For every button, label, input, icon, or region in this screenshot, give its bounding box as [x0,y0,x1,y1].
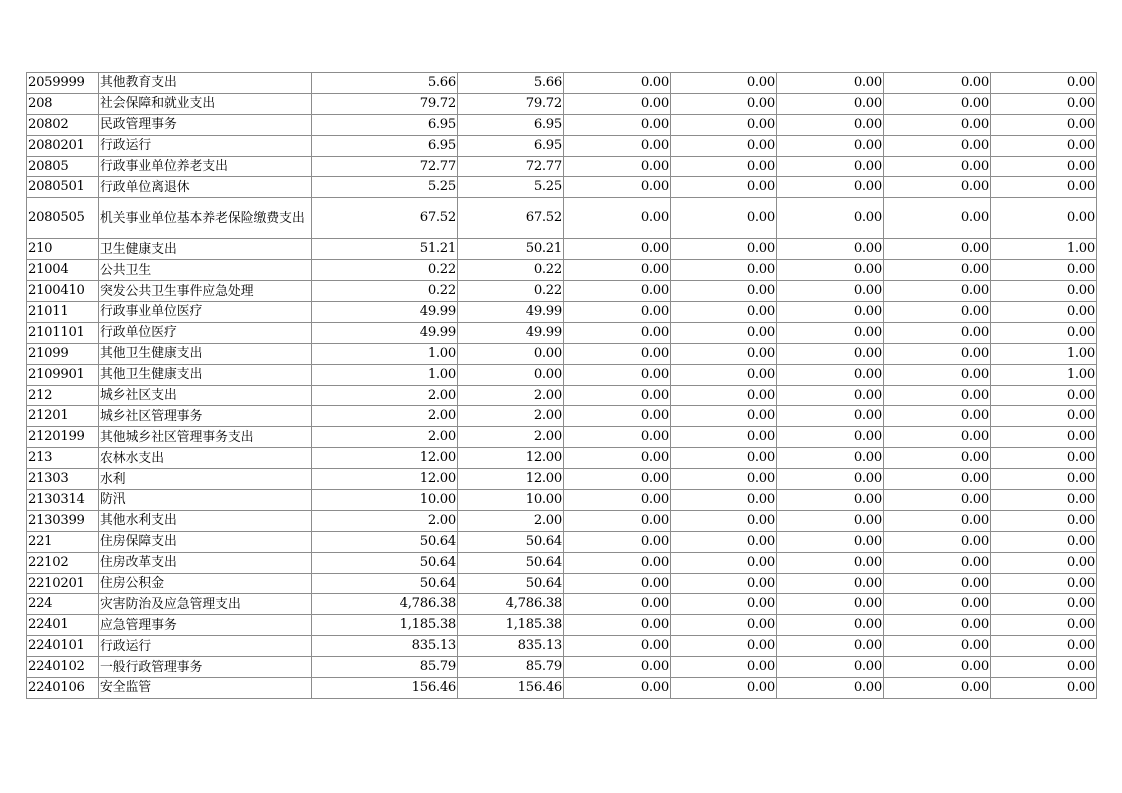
col-5-cell: 0.00 [777,594,884,615]
col-7-cell: 1.00 [991,239,1097,260]
subject-code-cell: 213 [27,448,99,469]
col-4-cell: 0.00 [671,678,777,699]
total-cell: 5.25 [312,177,458,198]
col-4-cell: 0.00 [671,364,777,385]
col-4-cell: 0.00 [671,302,777,323]
subject-name-cell: 行政事业单位医疗 [99,302,312,323]
table-row [27,177,1097,198]
total-cell: 2.00 [312,406,458,427]
subject-code-cell: 2130314 [27,490,99,511]
subject-name-cell: 一般行政管理事务 [99,657,312,678]
subject-name-cell: 安全监管 [99,678,312,699]
col-5-cell: 0.00 [777,510,884,531]
total-cell: 12.00 [312,448,458,469]
table-row [27,302,1097,323]
subject-code-cell: 2109901 [27,364,99,385]
col-2-cell: 50.64 [458,531,564,552]
col-6-cell: 0.00 [884,594,991,615]
col-2-cell: 50.64 [458,552,564,573]
col-4-cell: 0.00 [671,448,777,469]
subject-code-cell: 2080501 [27,177,99,198]
col-7-cell: 0.00 [991,156,1097,177]
subject-name-cell: 其他水利支出 [99,510,312,531]
col-3-cell: 0.00 [564,281,671,302]
table-row [27,427,1097,448]
col-4-cell: 0.00 [671,343,777,364]
col-7-cell: 0.00 [991,135,1097,156]
col-3-cell: 0.00 [564,260,671,281]
total-cell: 1.00 [312,364,458,385]
total-cell: 72.77 [312,156,458,177]
col-6-cell: 0.00 [884,73,991,94]
col-7-cell: 0.00 [991,552,1097,573]
col-4-cell: 0.00 [671,198,777,239]
subject-code-cell: 212 [27,385,99,406]
subject-code-cell: 21004 [27,260,99,281]
subject-name-cell: 民政管理事务 [99,114,312,135]
col-5-cell: 0.00 [777,552,884,573]
col-4-cell: 0.00 [671,406,777,427]
col-7-cell: 0.00 [991,385,1097,406]
subject-name-cell: 住房保障支出 [99,531,312,552]
col-3-cell: 0.00 [564,177,671,198]
col-7-cell: 0.00 [991,302,1097,323]
col-3-cell: 0.00 [564,135,671,156]
col-5-cell: 0.00 [777,260,884,281]
total-cell: 6.95 [312,114,458,135]
col-4-cell: 0.00 [671,239,777,260]
col-5-cell: 0.00 [777,531,884,552]
subject-code-cell: 22102 [27,552,99,573]
col-6-cell: 0.00 [884,364,991,385]
total-cell: 6.95 [312,135,458,156]
col-3-cell: 0.00 [564,678,671,699]
col-3-cell: 0.00 [564,510,671,531]
subject-name-cell: 城乡社区管理事务 [99,406,312,427]
col-6-cell: 0.00 [884,615,991,636]
subject-code-cell: 21099 [27,343,99,364]
col-4-cell: 0.00 [671,260,777,281]
col-2-cell: 835.13 [458,636,564,657]
col-5-cell: 0.00 [777,156,884,177]
col-4-cell: 0.00 [671,281,777,302]
col-4-cell: 0.00 [671,552,777,573]
col-4-cell: 0.00 [671,657,777,678]
subject-name-cell: 社会保障和就业支出 [99,93,312,114]
table-row [27,552,1097,573]
table-row [27,114,1097,135]
col-2-cell: 10.00 [458,490,564,511]
subject-name-cell: 行政运行 [99,135,312,156]
col-3-cell: 0.00 [564,448,671,469]
col-4-cell: 0.00 [671,531,777,552]
col-6-cell: 0.00 [884,678,991,699]
col-7-cell: 0.00 [991,469,1097,490]
total-cell: 85.79 [312,657,458,678]
col-3-cell: 0.00 [564,364,671,385]
total-cell: 1,185.38 [312,615,458,636]
col-5-cell: 0.00 [777,302,884,323]
col-2-cell: 12.00 [458,448,564,469]
col-2-cell: 85.79 [458,657,564,678]
table-row [27,615,1097,636]
subject-code-cell: 20802 [27,114,99,135]
col-5-cell: 0.00 [777,469,884,490]
table-row [27,448,1097,469]
col-6-cell: 0.00 [884,385,991,406]
col-6-cell: 0.00 [884,93,991,114]
col-6-cell: 0.00 [884,343,991,364]
col-2-cell: 1,185.38 [458,615,564,636]
col-3-cell: 0.00 [564,239,671,260]
col-7-cell: 0.00 [991,615,1097,636]
table-row [27,135,1097,156]
col-6-cell: 0.00 [884,573,991,594]
subject-name-cell: 其他教育支出 [99,73,312,94]
col-7-cell: 0.00 [991,427,1097,448]
col-6-cell: 0.00 [884,114,991,135]
col-7-cell: 0.00 [991,177,1097,198]
col-6-cell: 0.00 [884,552,991,573]
col-3-cell: 0.00 [564,490,671,511]
total-cell: 67.52 [312,198,458,239]
col-7-cell: 0.00 [991,448,1097,469]
col-4-cell: 0.00 [671,385,777,406]
col-2-cell: 50.64 [458,573,564,594]
col-6-cell: 0.00 [884,469,991,490]
subject-code-cell: 21011 [27,302,99,323]
col-5-cell: 0.00 [777,322,884,343]
col-6-cell: 0.00 [884,135,991,156]
col-2-cell: 72.77 [458,156,564,177]
col-7-cell: 0.00 [991,657,1097,678]
col-4-cell: 0.00 [671,156,777,177]
col-3-cell: 0.00 [564,594,671,615]
col-4-cell: 0.00 [671,490,777,511]
col-3-cell: 0.00 [564,469,671,490]
table-row [27,573,1097,594]
col-3-cell: 0.00 [564,156,671,177]
col-2-cell: 2.00 [458,427,564,448]
col-4-cell: 0.00 [671,427,777,448]
total-cell: 49.99 [312,322,458,343]
total-cell: 5.66 [312,73,458,94]
col-5-cell: 0.00 [777,490,884,511]
col-7-cell: 0.00 [991,573,1097,594]
subject-code-cell: 21201 [27,406,99,427]
col-7-cell: 0.00 [991,73,1097,94]
col-6-cell: 0.00 [884,177,991,198]
col-3-cell: 0.00 [564,636,671,657]
total-cell: 2.00 [312,510,458,531]
table-row [27,93,1097,114]
table-body [27,73,1097,699]
total-cell: 835.13 [312,636,458,657]
col-7-cell: 0.00 [991,114,1097,135]
subject-code-cell: 221 [27,531,99,552]
total-cell: 2.00 [312,427,458,448]
col-3-cell: 0.00 [564,385,671,406]
col-4-cell: 0.00 [671,322,777,343]
subject-name-cell: 住房改革支出 [99,552,312,573]
subject-name-cell: 行政单位离退休 [99,177,312,198]
col-3-cell: 0.00 [564,657,671,678]
col-7-cell: 0.00 [991,93,1097,114]
col-2-cell: 2.00 [458,385,564,406]
col-3-cell: 0.00 [564,322,671,343]
col-2-cell: 4,786.38 [458,594,564,615]
col-5-cell: 0.00 [777,657,884,678]
col-7-cell: 1.00 [991,343,1097,364]
table-row [27,343,1097,364]
subject-code-cell: 2100410 [27,281,99,302]
col-7-cell: 0.00 [991,281,1097,302]
subject-code-cell: 2080201 [27,135,99,156]
subject-code-cell: 208 [27,93,99,114]
col-6-cell: 0.00 [884,406,991,427]
col-5-cell: 0.00 [777,343,884,364]
col-3-cell: 0.00 [564,531,671,552]
subject-code-cell: 2101101 [27,322,99,343]
subject-name-cell: 应急管理事务 [99,615,312,636]
col-2-cell: 0.00 [458,364,564,385]
col-7-cell: 0.00 [991,322,1097,343]
col-4-cell: 0.00 [671,636,777,657]
col-6-cell: 0.00 [884,448,991,469]
col-2-cell: 6.95 [458,135,564,156]
col-3-cell: 0.00 [564,552,671,573]
total-cell: 50.64 [312,552,458,573]
col-7-cell: 0.00 [991,510,1097,531]
subject-code-cell: 2080505 [27,198,99,239]
subject-name-cell: 水利 [99,469,312,490]
col-2-cell: 50.21 [458,239,564,260]
total-cell: 0.22 [312,281,458,302]
col-3-cell: 0.00 [564,93,671,114]
total-cell: 50.64 [312,531,458,552]
subject-code-cell: 22401 [27,615,99,636]
col-5-cell: 0.00 [777,73,884,94]
col-5-cell: 0.00 [777,427,884,448]
col-2-cell: 67.52 [458,198,564,239]
subject-name-cell: 农林水支出 [99,448,312,469]
col-6-cell: 0.00 [884,490,991,511]
total-cell: 156.46 [312,678,458,699]
col-6-cell: 0.00 [884,531,991,552]
col-5-cell: 0.00 [777,93,884,114]
table-row [27,385,1097,406]
table-row [27,156,1097,177]
col-5-cell: 0.00 [777,385,884,406]
col-7-cell: 0.00 [991,678,1097,699]
col-3-cell: 0.00 [564,302,671,323]
col-5-cell: 0.00 [777,198,884,239]
col-6-cell: 0.00 [884,636,991,657]
col-5-cell: 0.00 [777,448,884,469]
col-2-cell: 49.99 [458,302,564,323]
col-2-cell: 156.46 [458,678,564,699]
table-row [27,678,1097,699]
col-2-cell: 0.22 [458,260,564,281]
total-cell: 12.00 [312,469,458,490]
col-5-cell: 0.00 [777,239,884,260]
table-row [27,322,1097,343]
table-row [27,260,1097,281]
subject-name-cell: 公共卫生 [99,260,312,281]
col-7-cell: 0.00 [991,198,1097,239]
table-row [27,490,1097,511]
subject-code-cell: 2210201 [27,573,99,594]
subject-name-cell: 其他城乡社区管理事务支出 [99,427,312,448]
col-7-cell: 0.00 [991,260,1097,281]
subject-code-cell: 2240102 [27,657,99,678]
col-5-cell: 0.00 [777,615,884,636]
col-3-cell: 0.00 [564,343,671,364]
col-2-cell: 79.72 [458,93,564,114]
col-6-cell: 0.00 [884,322,991,343]
col-4-cell: 0.00 [671,93,777,114]
col-4-cell: 0.00 [671,594,777,615]
col-6-cell: 0.00 [884,510,991,531]
table-row [27,73,1097,94]
subject-code-cell: 2240106 [27,678,99,699]
subject-code-cell: 20805 [27,156,99,177]
subject-name-cell: 突发公共卫生事件应急处理 [99,281,312,302]
col-6-cell: 0.00 [884,198,991,239]
col-5-cell: 0.00 [777,636,884,657]
col-6-cell: 0.00 [884,156,991,177]
col-3-cell: 0.00 [564,427,671,448]
total-cell: 1.00 [312,343,458,364]
col-2-cell: 6.95 [458,114,564,135]
col-7-cell: 0.00 [991,531,1097,552]
subject-name-cell: 灾害防治及应急管理支出 [99,594,312,615]
col-5-cell: 0.00 [777,573,884,594]
col-3-cell: 0.00 [564,615,671,636]
col-5-cell: 0.00 [777,177,884,198]
subject-code-cell: 21303 [27,469,99,490]
col-7-cell: 0.00 [991,594,1097,615]
total-cell: 10.00 [312,490,458,511]
col-7-cell: 0.00 [991,490,1097,511]
col-6-cell: 0.00 [884,427,991,448]
col-5-cell: 0.00 [777,135,884,156]
col-7-cell: 0.00 [991,406,1097,427]
col-3-cell: 0.00 [564,573,671,594]
table-row [27,594,1097,615]
col-4-cell: 0.00 [671,510,777,531]
table-row [27,281,1097,302]
total-cell: 51.21 [312,239,458,260]
subject-code-cell: 2240101 [27,636,99,657]
table-row [27,364,1097,385]
col-2-cell: 5.25 [458,177,564,198]
col-5-cell: 0.00 [777,114,884,135]
col-6-cell: 0.00 [884,657,991,678]
col-6-cell: 0.00 [884,239,991,260]
table-row [27,636,1097,657]
col-4-cell: 0.00 [671,469,777,490]
total-cell: 49.99 [312,302,458,323]
total-cell: 0.22 [312,260,458,281]
subject-name-cell: 住房公积金 [99,573,312,594]
subject-name-cell: 行政单位医疗 [99,322,312,343]
budget-expenditure-table [26,72,1097,699]
subject-name-cell: 卫生健康支出 [99,239,312,260]
table-row [27,469,1097,490]
col-2-cell: 2.00 [458,406,564,427]
table-row [27,657,1097,678]
total-cell: 79.72 [312,93,458,114]
col-4-cell: 0.00 [671,73,777,94]
col-4-cell: 0.00 [671,615,777,636]
col-2-cell: 12.00 [458,469,564,490]
subject-name-cell: 其他卫生健康支出 [99,343,312,364]
col-5-cell: 0.00 [777,678,884,699]
subject-name-cell: 城乡社区支出 [99,385,312,406]
col-4-cell: 0.00 [671,573,777,594]
col-5-cell: 0.00 [777,406,884,427]
col-3-cell: 0.00 [564,114,671,135]
col-2-cell: 0.00 [458,343,564,364]
subject-code-cell: 2120199 [27,427,99,448]
col-6-cell: 0.00 [884,281,991,302]
col-7-cell: 1.00 [991,364,1097,385]
subject-name-cell: 行政事业单位养老支出 [99,156,312,177]
table-row [27,406,1097,427]
table-row [27,239,1097,260]
col-5-cell: 0.00 [777,281,884,302]
subject-name-cell: 其他卫生健康支出 [99,364,312,385]
col-5-cell: 0.00 [777,364,884,385]
col-2-cell: 49.99 [458,322,564,343]
subject-code-cell: 224 [27,594,99,615]
subject-name-cell: 行政运行 [99,636,312,657]
col-4-cell: 0.00 [671,114,777,135]
subject-name-cell: 机关事业单位基本养老保险缴费支出 [99,198,312,239]
col-2-cell: 2.00 [458,510,564,531]
subject-code-cell: 210 [27,239,99,260]
col-4-cell: 0.00 [671,177,777,198]
table-row [27,531,1097,552]
col-2-cell: 5.66 [458,73,564,94]
col-2-cell: 0.22 [458,281,564,302]
total-cell: 2.00 [312,385,458,406]
table-row [27,198,1097,239]
col-6-cell: 0.00 [884,260,991,281]
col-3-cell: 0.00 [564,406,671,427]
total-cell: 50.64 [312,573,458,594]
col-6-cell: 0.00 [884,302,991,323]
total-cell: 4,786.38 [312,594,458,615]
subject-code-cell: 2130399 [27,510,99,531]
subject-code-cell: 2059999 [27,73,99,94]
col-4-cell: 0.00 [671,135,777,156]
col-7-cell: 0.00 [991,636,1097,657]
col-3-cell: 0.00 [564,198,671,239]
col-3-cell: 0.00 [564,73,671,94]
subject-name-cell: 防汛 [99,490,312,511]
table-row [27,510,1097,531]
